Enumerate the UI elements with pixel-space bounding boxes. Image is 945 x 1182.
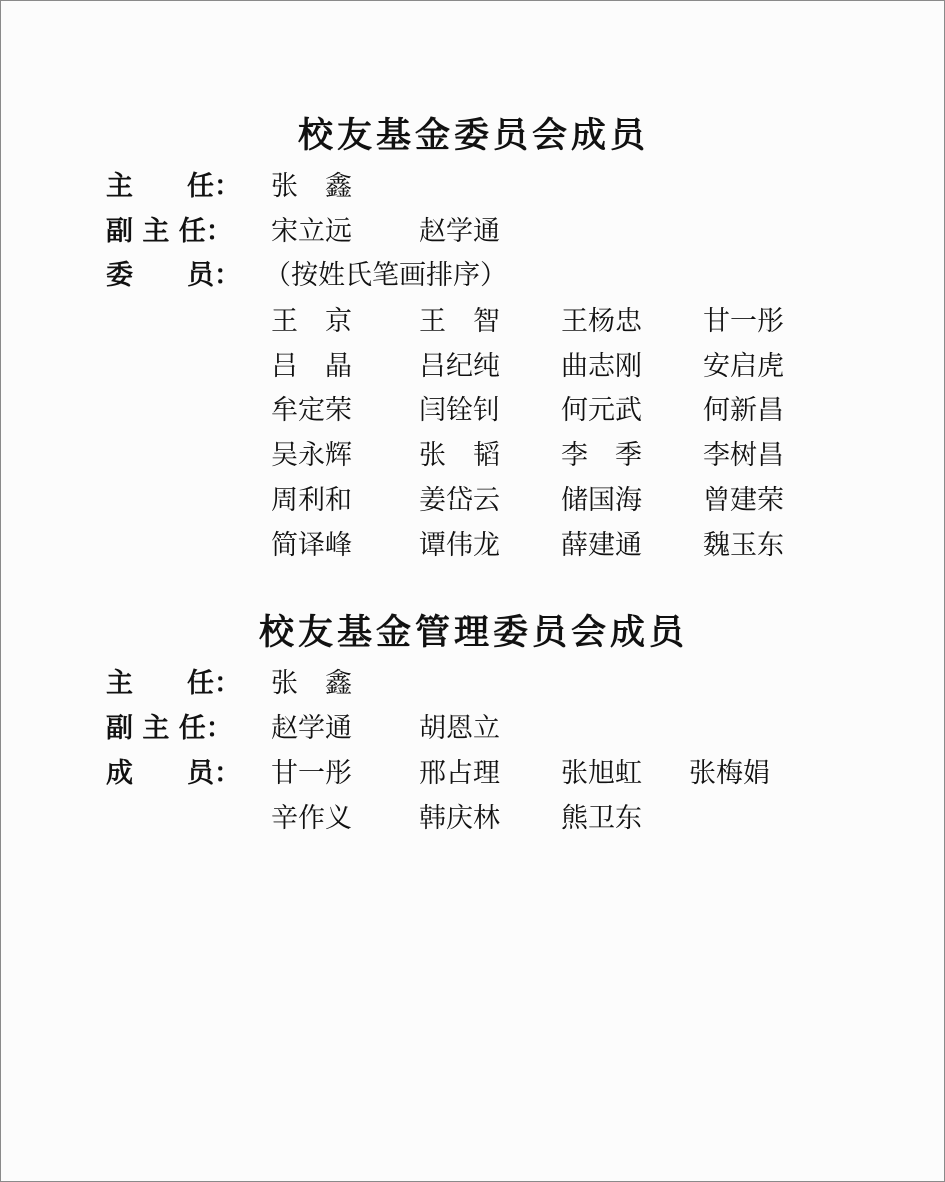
management-chair-label: 主 任： (106, 668, 241, 699)
committee-member: 张 韬 (419, 440, 500, 471)
committee-member: 姜岱云 (419, 485, 500, 516)
management-member: 张旭虹 (561, 758, 642, 789)
committee-member: 曾建荣 (703, 485, 784, 516)
committee-vice-chair-name: 宋立远 (271, 216, 352, 247)
committee-vice-chair-name: 赵学通 (419, 216, 500, 247)
committee-member: 周利和 (271, 485, 352, 516)
management-vice-chair-label: 副 主 任： (106, 713, 233, 744)
committee-member: 谭伟龙 (419, 530, 500, 561)
committee-members-note: （按姓氏笔画排序） (264, 260, 507, 291)
committee-member: 薛建通 (561, 530, 642, 561)
committee-member: 王 智 (419, 306, 500, 337)
committee-member: 储国海 (561, 485, 642, 516)
committee-member: 吴永辉 (271, 440, 352, 471)
committee-member: 曲志刚 (561, 351, 642, 382)
committee-member: 牟定荣 (271, 395, 352, 426)
committee-chair-name: 张 鑫 (271, 171, 352, 202)
management-member: 韩庆林 (419, 803, 500, 834)
committee-member: 魏玉东 (703, 530, 784, 561)
management-member: 辛作义 (271, 803, 352, 834)
management-member: 熊卫东 (561, 803, 642, 834)
management-vice-chair-name: 赵学通 (271, 713, 352, 744)
management-member: 甘一彤 (271, 758, 352, 789)
committee-member: 李 季 (561, 440, 642, 471)
management-title: 校友基金管理委员会成员 (258, 613, 688, 653)
committee-member: 何元武 (561, 395, 642, 426)
committee-member: 王 京 (271, 306, 352, 337)
management-member: 张梅娟 (689, 758, 770, 789)
committee-member: 王杨忠 (561, 306, 642, 337)
management-chair-name: 张 鑫 (271, 668, 352, 699)
committee-members-label: 委 员： (106, 260, 241, 291)
committee-member: 李树昌 (703, 440, 784, 471)
committee-member: 安启虎 (703, 351, 784, 382)
committee-member: 吕 晶 (271, 351, 352, 382)
committee-title: 校友基金委员会成员 (297, 116, 649, 156)
committee-member: 吕纪纯 (419, 351, 500, 382)
committee-member: 甘一彤 (703, 306, 784, 337)
committee-member: 简译峰 (271, 530, 352, 561)
management-member: 邢占理 (419, 758, 500, 789)
committee-vice-chair-label: 副 主 任： (106, 216, 233, 247)
management-vice-chair-name: 胡恩立 (419, 713, 500, 744)
committee-member: 闫铨钊 (419, 395, 500, 426)
committee-chair-label: 主 任： (106, 171, 241, 202)
management-members-label: 成 员： (106, 758, 241, 789)
committee-member: 何新昌 (703, 395, 784, 426)
